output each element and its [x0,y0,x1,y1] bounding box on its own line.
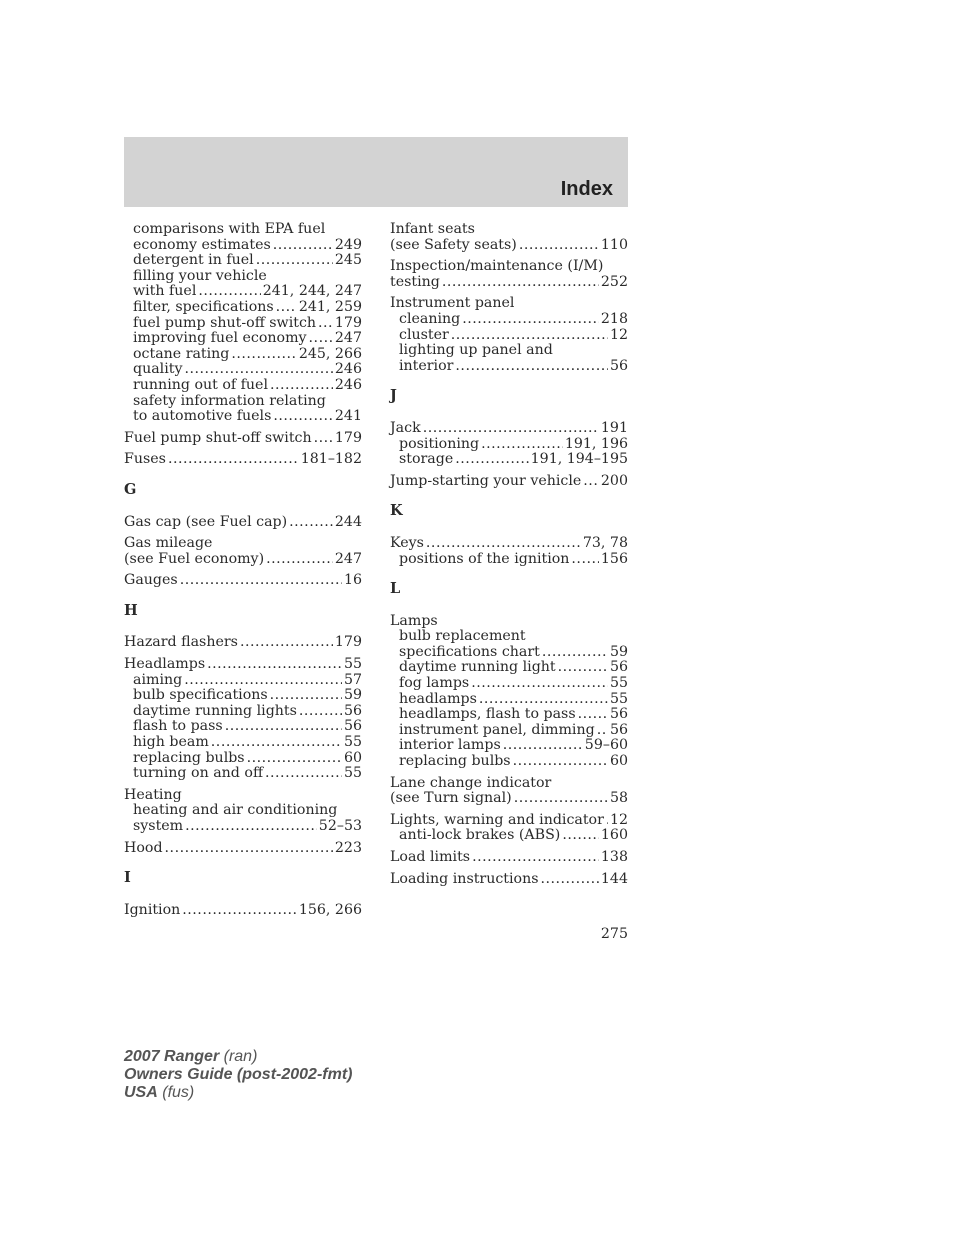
index-line [390,312,628,328]
index-term: Jack [390,419,421,436]
index-line [124,803,362,819]
index-term: Lights, warning and indicator [390,811,604,828]
index-page-ref: 181–182 [300,451,362,468]
dot-leader [318,316,333,332]
footer-model: 2007 Ranger [124,1048,220,1065]
index-entry [124,903,362,919]
dot-leader [606,813,608,829]
index-term: positioning [399,435,480,452]
index-line [124,452,362,468]
index-entry [124,635,362,651]
dot-leader [182,903,297,919]
dot-leader [479,692,608,708]
dot-leader [273,409,333,425]
dot-leader [481,437,563,453]
index-line [124,903,362,919]
index-term: Keys [390,534,424,551]
index-page-ref: 144 [600,870,628,887]
index-column-left [124,222,362,924]
index-term: running out of fuel [133,376,268,393]
index-page-ref: 241, 259 [298,298,362,315]
index-line [124,719,362,735]
index-page-ref: 16 [343,572,362,589]
index-page-ref: 247 [334,550,362,567]
index-letter-heading: K [390,502,403,520]
dot-leader [289,515,333,531]
index-line [390,850,628,866]
index-line [124,841,362,857]
index-term: economy estimates [133,236,271,253]
index-entry [390,776,628,807]
index-line [390,828,628,844]
index-line [124,515,362,531]
dot-leader [211,735,342,751]
index-line [124,552,362,568]
index-page-ref: 56 [609,659,628,676]
index-term: (see Safety seats) [390,236,517,253]
index-term: high beam [133,734,209,751]
index-entry [124,515,362,531]
index-term: filter, specifications [133,298,274,315]
index-term: with fuel [133,283,197,300]
index-page-ref: 179 [334,634,362,651]
dot-leader [231,347,296,363]
index-line [390,776,628,792]
index-entry [390,536,628,567]
index-line [390,259,628,275]
index-term: lighting up panel and [399,342,553,359]
page-title: Index [560,178,613,200]
index-entry [390,850,628,866]
index-page-ref: 247 [334,330,362,347]
index-page-ref: 249 [334,236,362,253]
index-page-ref: 55 [609,690,628,707]
dot-leader [184,673,342,689]
index-term: Inspection/maintenance (I/M) [390,258,604,275]
dot-leader [471,676,608,692]
dot-leader [455,359,608,375]
index-line [124,269,362,285]
index-line [390,614,628,630]
index-line [124,751,362,767]
index-line [390,474,628,490]
dot-leader [562,828,599,844]
index-page-ref: 110 [600,236,628,253]
index-line [124,688,362,704]
index-line [124,573,362,589]
dot-leader [472,850,599,866]
dot-leader [455,452,528,468]
index-page-ref: 156 [600,550,628,567]
index-term: Lane change indicator [390,774,552,791]
index-page-ref: 179 [334,429,362,446]
index-line [390,645,628,661]
footer-model-code: (ran) [223,1048,258,1065]
dot-leader [542,645,608,661]
index-page-ref: 244 [334,513,362,530]
index-term: Fuses [124,451,166,468]
dot-leader [207,657,342,673]
index-term: daytime running lights [133,702,297,719]
dot-leader [276,300,297,316]
index-term: specifications chart [399,643,540,660]
index-line [390,296,628,312]
index-letter-heading: J [390,387,397,405]
index-page-ref: 191, 196 [564,435,628,452]
index-line [390,676,628,692]
index-page-ref: 56 [343,718,362,735]
index-term: bulb replacement [399,628,526,645]
index-page-ref: 58 [609,790,628,807]
index-page-ref: 12 [609,326,628,343]
index-line [390,707,628,723]
dot-leader [451,328,608,344]
dot-leader [519,238,599,254]
index-line [124,536,362,552]
index-page-ref: 60 [609,753,628,770]
index-entry [390,421,628,468]
dot-leader [423,421,599,437]
dot-leader [265,766,342,782]
index-term: Fuel pump shut-off switch [124,429,312,446]
index-entry [390,474,628,490]
dot-leader [270,688,342,704]
index-page-ref: 73, 78 [582,534,628,551]
index-line [124,331,362,347]
dot-leader [299,704,342,720]
dot-leader [185,819,317,835]
dot-leader [273,238,333,254]
index-term: headlamps, flash to pass [399,706,576,723]
index-page-ref: 55 [609,675,628,692]
index-entry [390,813,628,844]
index-term: interior [399,357,454,374]
index-term: Lamps [390,612,438,629]
index-entry [124,657,362,782]
dot-leader [256,253,333,269]
index-term: heating and air conditioning [133,802,338,819]
index-line [124,222,362,238]
index-term: Infant seats [390,221,475,237]
index-term: cleaning [399,310,461,327]
index-page-ref: 138 [600,849,628,865]
index-line [390,813,628,829]
index-term: filling your vehicle [133,267,267,284]
index-entry [124,573,362,589]
dot-leader [514,791,608,807]
dot-leader [583,474,599,490]
dot-leader [270,378,333,394]
index-term: storage [399,451,454,468]
index-line [390,437,628,453]
index-line [390,222,628,238]
index-line [390,536,628,552]
index-line [124,409,362,425]
dot-leader [442,275,599,291]
index-line [390,275,628,291]
dot-leader [240,635,333,651]
index-page-ref: 241 [334,408,362,425]
footer [124,1048,352,1102]
index-term: aiming [133,671,183,688]
index-entry [124,431,362,447]
index-entry [124,788,362,835]
index-line [124,284,362,300]
footer-market-code: (fus) [162,1084,195,1101]
index-term: (see Turn signal) [390,790,512,807]
index-line [124,735,362,751]
index-term: safety information relating [133,392,326,409]
index-entry [124,452,362,468]
dot-leader [180,573,342,589]
index-page-ref: 57 [343,671,362,688]
dot-leader [314,431,333,447]
index-term: Jump-starting your vehicle [390,472,582,489]
dot-leader [168,452,299,468]
index-term: Gauges [124,572,178,589]
index-entry [390,222,628,253]
index-term: Instrument panel [390,295,515,312]
dot-leader [266,552,333,568]
index-line [124,657,362,673]
index-page-ref: 191, 194–195 [530,451,628,468]
index-page-ref: 56 [609,721,628,738]
index-term: positions of the ignition [399,550,570,567]
index-term: comparisons with EPA fuel [133,221,326,237]
dot-leader [198,284,260,300]
dot-leader [462,312,599,328]
index-line [390,738,628,754]
index-line [390,359,628,375]
index-line [390,421,628,437]
index-term: Hood [124,839,163,856]
dot-leader [309,331,333,347]
dot-leader [503,738,583,754]
index-term: daytime running light [399,659,556,676]
dot-leader [426,536,581,552]
index-page-ref: 245 [334,252,362,269]
index-line [124,378,362,394]
index-line [124,431,362,447]
index-line [124,673,362,689]
index-line [124,394,362,410]
index-term: Headlamps [124,656,206,673]
index-term: turning on and off [133,765,264,782]
index-term: bulb specifications [133,687,268,704]
dot-leader [578,707,608,723]
index-term: replacing bulbs [399,753,511,770]
index-page-ref: 59 [609,643,628,660]
index-entry [390,872,628,888]
index-line [390,754,628,770]
index-entry [124,841,362,857]
index-page-ref: 56 [609,357,628,374]
index-letter-heading: I [124,869,131,887]
index-column-right [390,222,628,893]
index-line [124,300,362,316]
index-line [390,343,628,359]
index-page-ref: 160 [600,827,628,844]
index-term: detergent in fuel [133,252,254,269]
index-page-ref: 12 [609,811,628,828]
index-term: Heating [124,786,182,803]
index-term: Loading instructions [390,870,539,887]
dot-leader [597,723,608,739]
index-page-ref: 52–53 [318,818,362,834]
index-line [390,238,628,254]
index-entry [390,296,628,374]
index-page-ref: 156, 266 [298,901,362,918]
index-entry [124,222,362,425]
index-term: flash to pass [133,718,223,735]
index-term: fuel pump shut-off switch [133,314,317,331]
index-page-ref: 179 [334,314,362,331]
index-term: instrument panel, dimming [399,721,595,738]
index-term: Gas mileage [124,535,213,552]
index-page-ref: 218 [600,310,628,327]
index-term: system [133,818,184,834]
index-term: testing [390,273,440,290]
index-line [390,452,628,468]
dot-leader [247,751,342,767]
index-term: cluster [399,326,449,343]
header-band [124,137,628,207]
index-entry [390,614,628,770]
index-line [390,692,628,708]
dot-leader [513,754,608,770]
dot-leader [184,362,332,378]
dot-leader [165,841,333,857]
dot-leader [541,872,599,888]
index-term: Load limits [390,849,471,865]
index-entry [390,259,628,290]
index-line [124,253,362,269]
dot-leader [225,719,342,735]
index-line [124,819,362,835]
index-term: Gas cap (see Fuel cap) [124,513,288,530]
index-letter-heading: H [124,601,138,619]
index-line [124,347,362,363]
index-page-ref: 246 [334,376,362,393]
index-page-ref: 252 [600,273,628,290]
index-term: replacing bulbs [133,749,245,766]
index-line [124,316,362,332]
index-line [124,788,362,804]
index-line [390,660,628,676]
index-page-ref: 200 [600,472,628,489]
index-line [390,791,628,807]
index-line [390,552,628,568]
index-letter-heading: G [124,480,137,498]
page-number: 275 [600,926,628,942]
index-line [390,629,628,645]
index-page-ref: 55 [343,765,362,782]
index-term: anti-lock brakes (ABS) [399,827,561,844]
index-line [124,362,362,378]
index-page-ref: 55 [343,656,362,673]
index-page-ref: 246 [334,361,362,378]
index-term: (see Fuel economy) [124,550,265,567]
index-term: octane rating [133,345,230,362]
index-page-ref: 241, 244, 247 [262,283,362,300]
index-page-ref: 191 [600,419,628,436]
index-letter-heading: L [390,580,401,598]
index-term: headlamps [399,690,477,707]
dot-leader [571,552,598,568]
index-page-ref: 56 [343,702,362,719]
index-line [124,635,362,651]
index-page-ref: 60 [343,749,362,766]
index-term: fog lamps [399,675,470,692]
index-page-ref: 55 [343,734,362,751]
index-term: improving fuel economy [133,330,307,347]
index-line [124,704,362,720]
index-line [390,328,628,344]
index-line [124,766,362,782]
index-page-ref: 245, 266 [298,345,362,362]
index-line [390,872,628,888]
index-page-ref: 56 [609,706,628,723]
dot-leader [558,660,608,676]
index-line [124,238,362,254]
index-term: quality [133,361,183,378]
index-page-ref: 223 [334,839,362,856]
index-page-ref: 59–60 [584,737,628,754]
index-entry [124,536,362,567]
index-term: Ignition [124,901,181,918]
index-term: to automotive fuels [133,408,272,425]
footer-market: USA [124,1084,158,1101]
index-page-ref: 59 [343,687,362,704]
index-line [390,723,628,739]
footer-guide: Owners Guide (post-2002-fmt) [124,1066,353,1083]
index-term: interior lamps [399,737,501,754]
index-term: Hazard flashers [124,634,238,651]
